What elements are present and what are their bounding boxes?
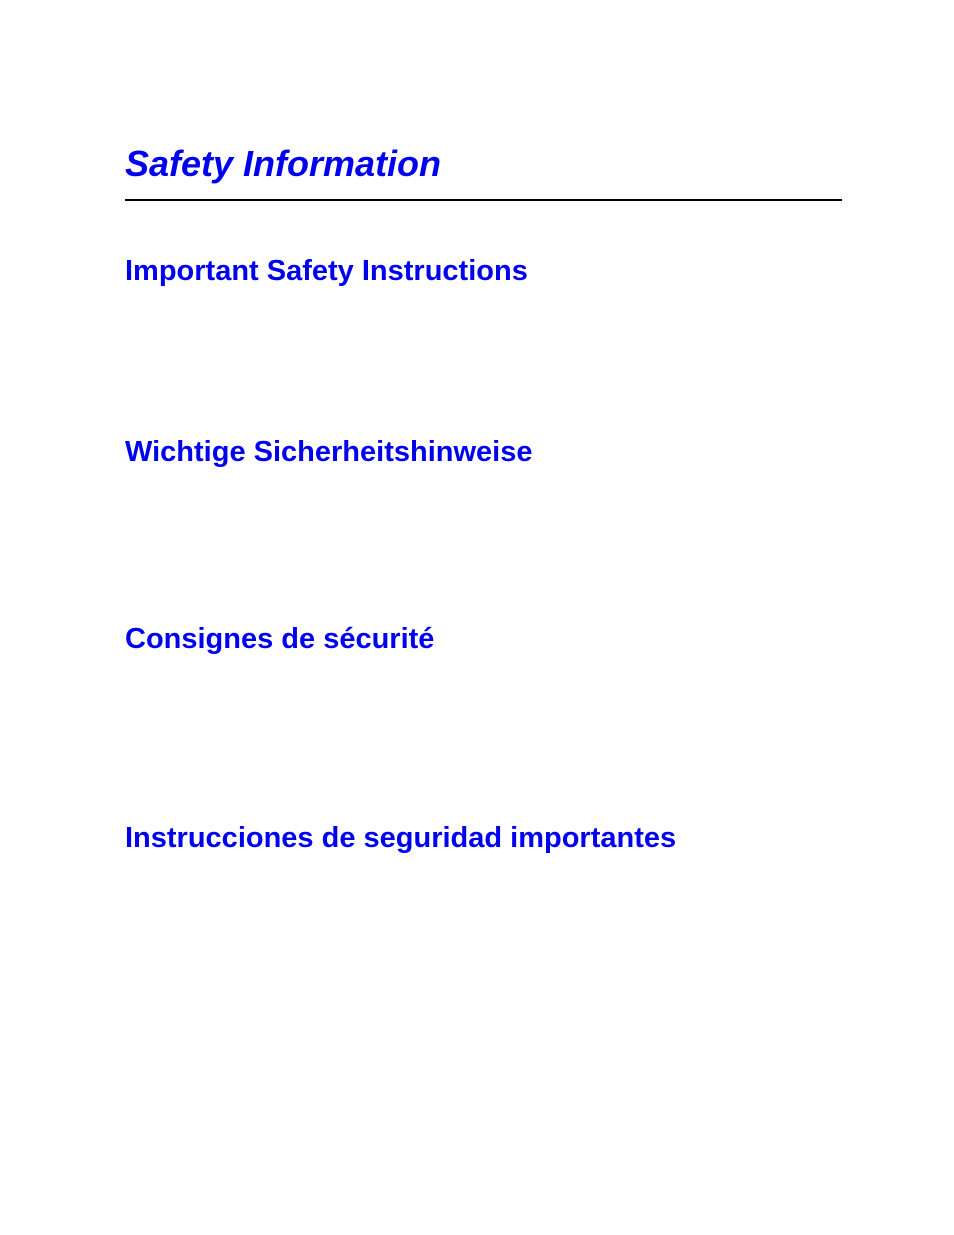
page-title: Safety Information <box>125 143 442 184</box>
title-divider <box>125 199 842 201</box>
section-heading-spanish: Instrucciones de seguridad importantes <box>125 822 677 854</box>
section-heading-english: Important Safety Instructions <box>125 255 528 287</box>
section-heading-german: Wichtige Sicherheitshinweise <box>125 436 533 468</box>
section-heading-french: Consignes de sécurité <box>125 623 435 655</box>
